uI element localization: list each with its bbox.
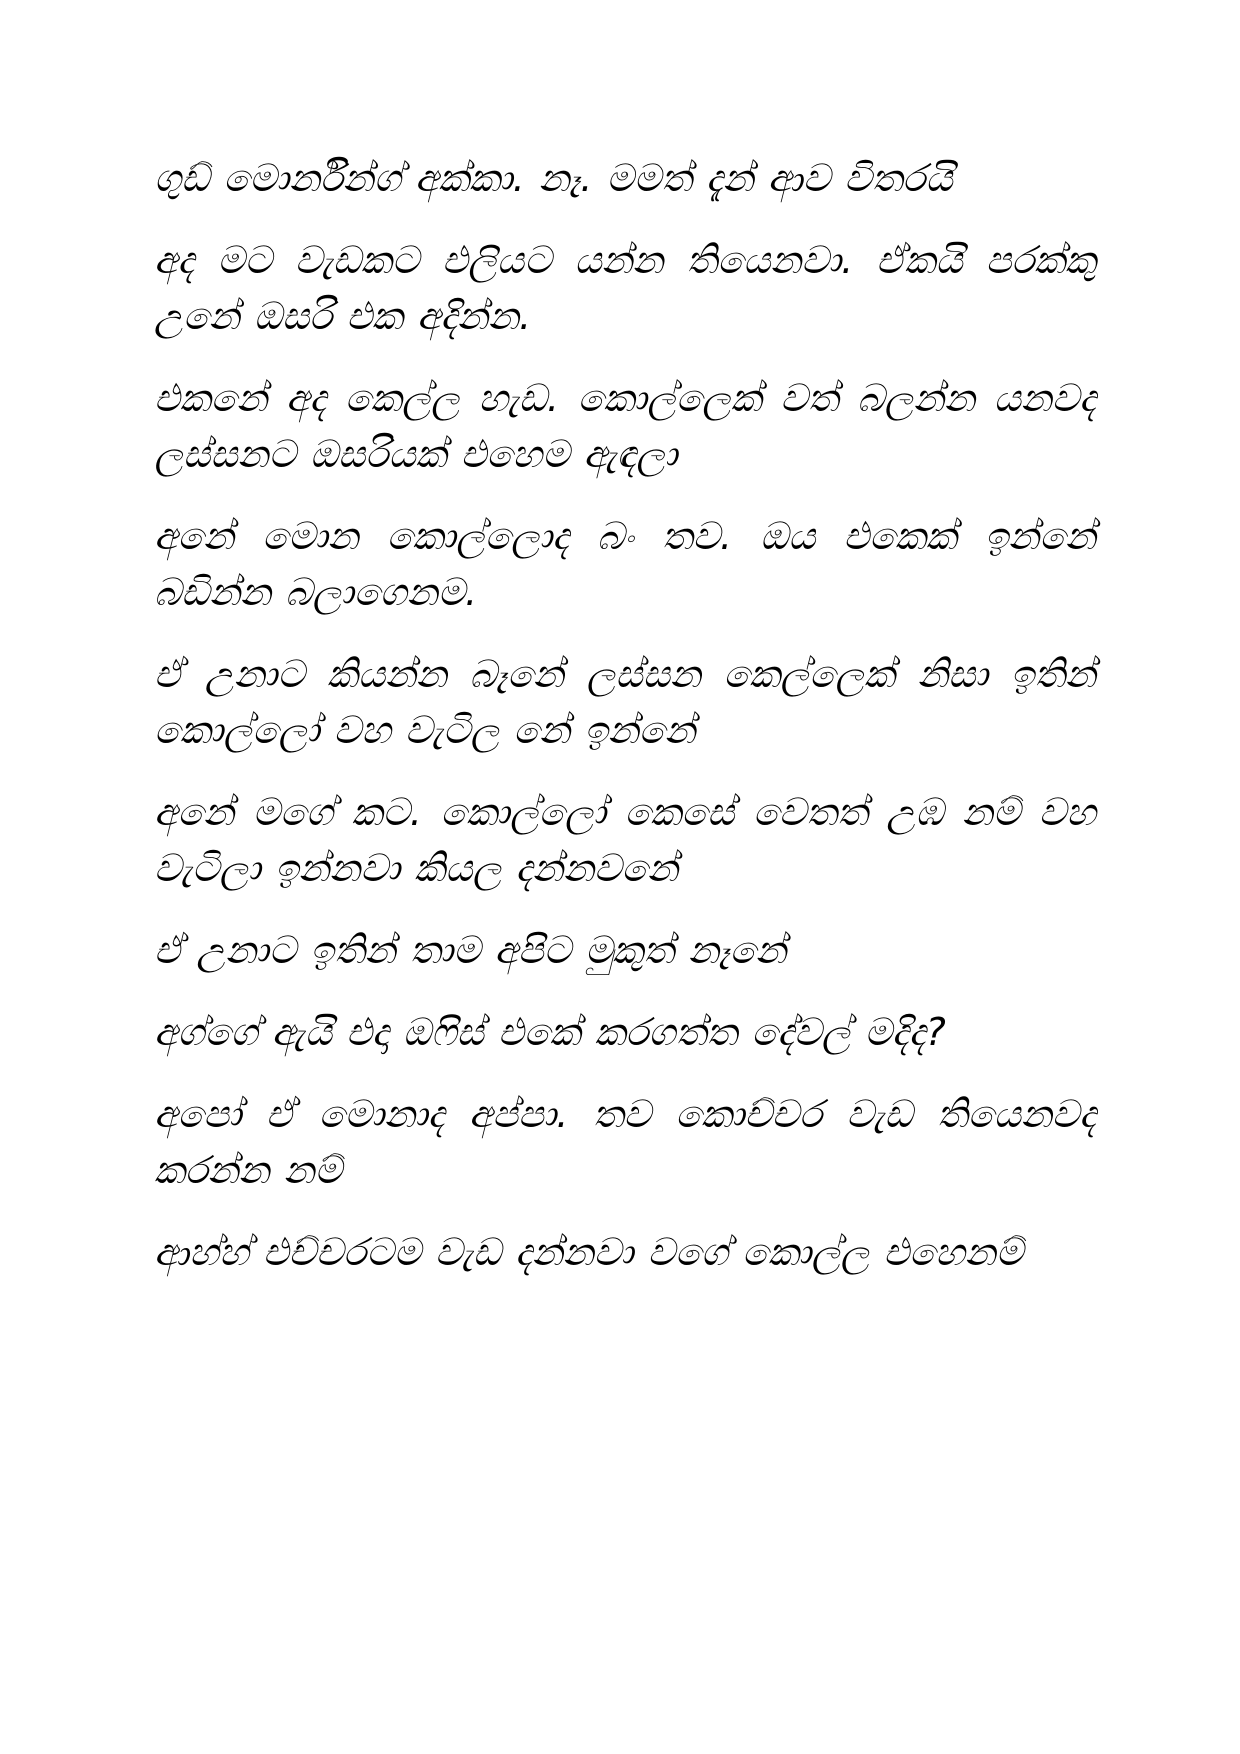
paragraph-7: ඒ උනාට ඉතින් තාම අපිට මුකුත් නෑනේ — [154, 928, 787, 972]
paragraph-10: ආහ්හ් එච්චරටම වැඩ දන්නවා වගේ කොල්ල එහෙනම් — [154, 1230, 1024, 1274]
paragraph-4: අනේ මොන කොල්ලොද බං තව. ඔය එකෙක් ඉන්නේ බඩින්න බලාගෙනම. — [154, 514, 1096, 614]
paragraph-2: අද මට වැඩකට එලියට යන්න තියෙනවා. ඒකයි පරක්කු උනේ ඔසරි එක අදින්න. — [154, 238, 1096, 338]
paragraph-5: ඒ උනාට කියන්න බෑනේ ලස්සන කෙල්ලෙක් නිසා ඉතින් කොල්ලෝ වහ වැටිල නේ ඉන්නේ — [154, 652, 1096, 752]
paragraph-6: අනේ මගේ කට. කොල්ලෝ කෙසේ වෙතත් උඹ නම් වහ වැටිලා ඉන්නවා කියල දන්නවනේ — [154, 790, 1096, 890]
paragraph-8: අග්ගේ ඇයි එදා ඔෆිස් එකේ කරගත්ත දේවල් මදිද? — [154, 1010, 946, 1054]
document-body — [154, 150, 1096, 1306]
paragraph-1: ගුඩ් මොර්නින්ග් අක්කා. නෑ. මමත් දැන් ආව විතරයි — [154, 156, 953, 200]
paragraph-3: එකනේ අද කෙල්ල හැඩ. කොල්ලෙක් වත් බලන්න යනවද ලස්සනට ඔසරියක් එහෙම ඇඳලා — [154, 376, 1096, 476]
paragraph-9: අපෝ ඒ මොනාද අප්පා. තව කොච්චර වැඩ තියෙනවද කරන්න නම් — [154, 1092, 1096, 1192]
